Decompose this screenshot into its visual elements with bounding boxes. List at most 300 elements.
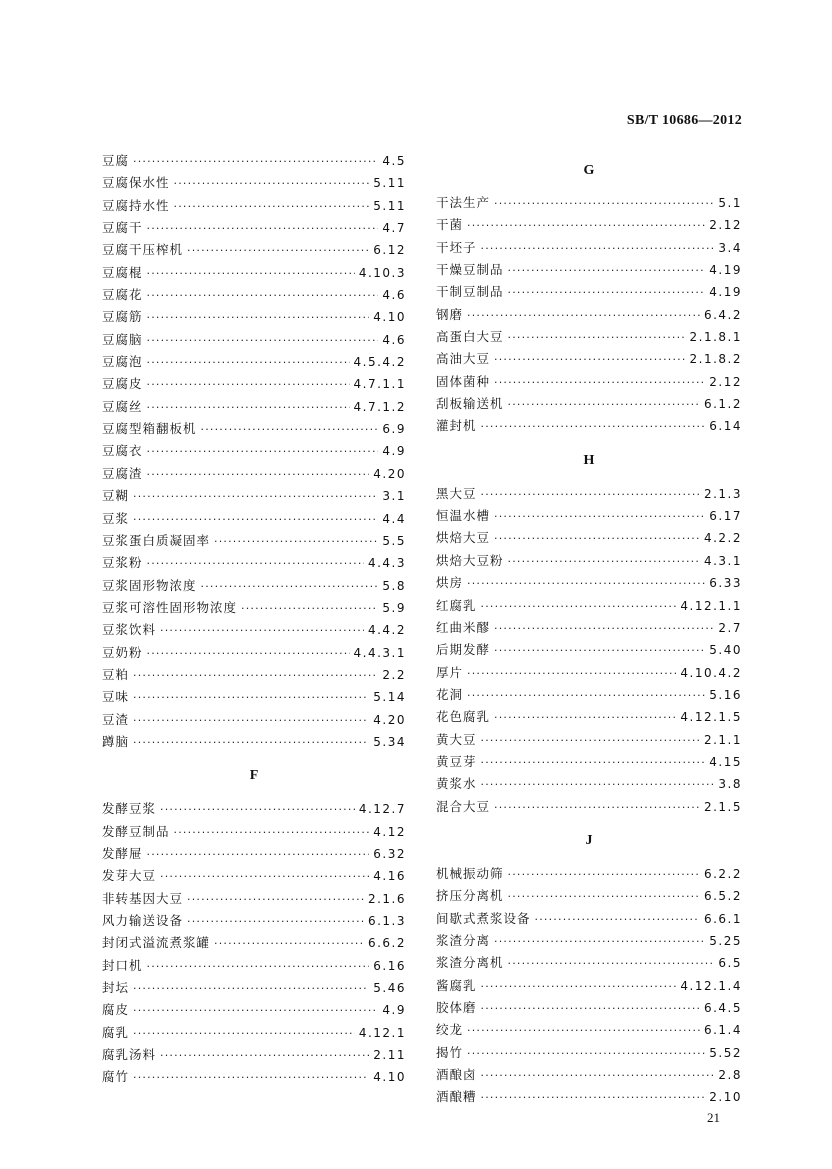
index-term: 豆腐渣 <box>102 465 143 481</box>
index-reference: 5.11 <box>373 176 406 191</box>
index-reference: 6.5.2 <box>703 889 742 904</box>
section-heading-h: H <box>583 452 595 468</box>
index-term: 高油大豆 <box>436 351 491 367</box>
index-reference: 4.12.1.5 <box>680 710 742 725</box>
index-reference: 4.7 <box>382 221 406 236</box>
index-entry <box>102 686 406 708</box>
index-reference: 2.11 <box>373 1048 406 1063</box>
index-reference: 2.1.1 <box>703 732 742 747</box>
index-term: 豆腐棍 <box>102 264 143 280</box>
index-term: 干菌 <box>436 217 464 233</box>
dot-leader <box>467 1020 700 1041</box>
index-entry <box>436 729 742 751</box>
index-term: 豆浆固形物浓度 <box>102 577 197 593</box>
index-reference: 6.5 <box>718 956 742 971</box>
index-entry <box>102 709 406 731</box>
dot-leader <box>187 889 364 910</box>
index-term: 豆浆蛋白质凝固率 <box>102 532 211 548</box>
index-reference: 6.1.3 <box>367 914 406 928</box>
index-term: 豆腐皮 <box>102 376 143 392</box>
index-reference: 4.5.4.2 <box>353 355 406 370</box>
dot-leader <box>147 307 370 328</box>
index-term: 红腐乳 <box>436 597 477 613</box>
dot-leader <box>481 998 700 1019</box>
index-list-d <box>102 150 406 753</box>
section-heading-f: F <box>249 768 259 784</box>
index-reference: 5.8 <box>382 578 406 593</box>
index-term: 豆腐筋 <box>102 309 143 325</box>
index-entry <box>436 773 742 795</box>
dot-leader <box>147 218 379 239</box>
index-entry <box>102 485 406 507</box>
index-term: 干坯子 <box>436 239 477 255</box>
index-term: 腐乳 <box>102 1024 130 1040</box>
index-reference: 4.10 <box>373 1070 406 1085</box>
index-reference: 4.10.4.2 <box>680 665 742 680</box>
index-term: 豆粕 <box>102 666 130 682</box>
index-entry <box>436 908 742 930</box>
index-term: 蹲脑 <box>102 733 130 749</box>
index-term: 豆腐干 <box>102 220 143 236</box>
index-entry <box>102 329 406 351</box>
index-entry <box>102 619 406 641</box>
dot-leader <box>481 976 677 997</box>
dot-leader <box>133 486 378 507</box>
index-term: 封坛 <box>102 980 130 996</box>
index-reference: 5.52 <box>709 1045 742 1060</box>
index-term: 豆浆可溶性固形物浓度 <box>102 599 238 615</box>
index-term: 干制豆制品 <box>436 284 504 300</box>
index-entry <box>436 304 742 326</box>
index-entry <box>436 952 742 974</box>
index-reference: 6.32 <box>373 846 406 861</box>
index-reference: 5.14 <box>373 690 406 705</box>
index-entry <box>102 932 406 954</box>
dot-leader <box>494 349 686 370</box>
index-entry <box>102 843 406 865</box>
dot-leader <box>133 151 378 172</box>
index-reference: 4.3.1 <box>703 553 742 568</box>
index-entry <box>102 150 406 172</box>
index-entry <box>436 706 742 728</box>
index-term: 腐乳汤料 <box>102 1047 157 1063</box>
index-term: 腐竹 <box>102 1069 130 1085</box>
index-reference: 5.46 <box>373 981 406 996</box>
index-entry <box>102 910 406 932</box>
dot-leader <box>133 1000 378 1021</box>
index-term: 发芽大豆 <box>102 868 157 884</box>
index-reference: 5.1 <box>718 196 742 210</box>
index-entry <box>102 530 406 552</box>
index-entry <box>102 373 406 395</box>
index-entry <box>436 617 742 639</box>
dot-leader <box>481 416 706 437</box>
index-term: 豆腐泡 <box>102 354 143 370</box>
index-term: 绞龙 <box>436 1022 464 1038</box>
index-reference: 4.7.1.1 <box>353 377 406 392</box>
dot-leader <box>133 710 369 731</box>
index-reference: 6.14 <box>709 419 742 434</box>
dot-leader <box>467 1043 705 1064</box>
dot-leader <box>147 263 355 284</box>
dot-leader <box>160 620 364 641</box>
index-entry <box>102 798 406 820</box>
index-entry <box>102 888 406 910</box>
index-term: 厚片 <box>436 664 464 680</box>
index-entry <box>436 796 742 818</box>
index-reference: 4.4.3.1 <box>353 645 406 660</box>
dot-leader <box>133 1067 369 1088</box>
index-reference: 4.5 <box>382 154 406 168</box>
index-term: 豆腐脑 <box>102 331 143 347</box>
index-entry <box>102 284 406 306</box>
index-reference: 6.1.2 <box>703 397 742 412</box>
dot-leader <box>508 282 706 303</box>
dot-leader <box>214 531 378 552</box>
dot-leader <box>481 484 700 505</box>
index-entry <box>436 885 742 907</box>
index-term: 高蛋白大豆 <box>436 329 504 345</box>
index-term: 豆味 <box>102 689 130 705</box>
index-reference: 4.12 <box>373 824 406 839</box>
index-reference: 4.12.1.4 <box>680 978 742 993</box>
index-entry <box>436 371 742 393</box>
index-reference: 4.4.3 <box>367 556 406 571</box>
index-reference: 4.10 <box>373 310 406 325</box>
index-term: 浆渣分离机 <box>436 955 504 971</box>
index-entry <box>102 642 406 664</box>
index-term: 红曲米醪 <box>436 619 491 635</box>
index-entry <box>436 975 742 997</box>
index-entry <box>436 595 742 617</box>
dot-leader <box>147 374 350 395</box>
index-entry <box>102 955 406 977</box>
index-reference: 2.10 <box>709 1090 742 1105</box>
index-reference: 2.1.3 <box>703 486 742 501</box>
index-term: 封闭式溢流煮浆罐 <box>102 935 211 951</box>
index-entry <box>102 440 406 462</box>
index-term: 风力输送设备 <box>102 913 184 928</box>
index-reference: 2.1.8.2 <box>689 352 742 367</box>
dot-leader <box>160 1045 369 1066</box>
index-term: 花色腐乳 <box>436 709 491 725</box>
index-term: 豆糊 <box>102 488 130 504</box>
dot-leader <box>508 953 715 974</box>
index-reference: 3.4 <box>718 240 742 255</box>
index-entry <box>102 217 406 239</box>
index-entry <box>102 351 406 373</box>
index-reference: 5.40 <box>709 643 742 658</box>
index-reference: 3.8 <box>718 777 742 792</box>
index-reference: 4.20 <box>373 466 406 481</box>
index-entry <box>436 259 742 281</box>
dot-leader <box>160 799 355 820</box>
index-reference: 4.15 <box>709 754 742 769</box>
index-term: 机械振动筛 <box>436 865 504 881</box>
dot-leader <box>147 441 379 462</box>
index-entry <box>436 393 742 415</box>
index-term: 发酵豆浆 <box>102 801 157 817</box>
index-term: 豆腐衣 <box>102 443 143 459</box>
dot-leader <box>481 596 677 617</box>
index-entry <box>102 463 406 485</box>
index-entry <box>436 505 742 527</box>
index-column-right <box>436 150 742 1109</box>
index-entry <box>436 639 742 661</box>
index-term: 黄大豆 <box>436 731 477 747</box>
page-number: 21 <box>707 1110 720 1125</box>
index-entry <box>102 1022 406 1044</box>
index-entry <box>436 662 742 684</box>
index-term: 挤压分离机 <box>436 888 504 904</box>
index-term: 腐皮 <box>102 1002 130 1018</box>
index-entry <box>102 999 406 1021</box>
dot-leader <box>481 238 715 259</box>
index-term: 混合大豆 <box>436 798 491 814</box>
index-reference: 4.6 <box>382 288 406 303</box>
index-entry <box>102 239 406 261</box>
dot-leader <box>133 509 378 530</box>
index-reference: 6.1.4 <box>703 1023 742 1038</box>
index-reference: 6.6.1 <box>703 911 742 926</box>
index-term: 钢磨 <box>436 306 464 322</box>
index-term: 花洞 <box>436 686 464 702</box>
dot-leader <box>133 1023 355 1044</box>
index-entry <box>102 575 406 597</box>
index-term: 豆奶粉 <box>102 644 143 660</box>
index-term: 胶体磨 <box>436 1000 477 1015</box>
dot-leader <box>467 663 676 684</box>
dot-leader <box>508 260 706 281</box>
dot-leader <box>187 911 364 932</box>
index-entry <box>436 550 742 572</box>
index-term: 酱腐乳 <box>436 977 477 993</box>
index-term: 干燥豆制品 <box>436 262 504 278</box>
dot-leader <box>494 618 714 639</box>
index-entry <box>102 597 406 619</box>
index-term: 浆渣分离 <box>436 932 491 948</box>
index-entry <box>102 552 406 574</box>
index-term: 刮板输送机 <box>436 396 504 412</box>
index-term: 发酵豆制品 <box>102 823 170 839</box>
index-reference: 4.9 <box>382 1003 406 1018</box>
dot-leader <box>174 822 370 843</box>
dot-leader <box>508 864 700 885</box>
index-term: 豆腐型箱翻板机 <box>102 421 197 437</box>
dot-leader <box>535 909 700 930</box>
index-reference: 6.2.2 <box>703 866 742 881</box>
index-term: 豆渣 <box>102 711 130 727</box>
dot-leader <box>133 978 369 999</box>
index-entry <box>102 195 406 217</box>
index-list-h <box>436 483 742 818</box>
index-entry <box>436 281 742 303</box>
index-entry <box>436 572 742 594</box>
index-term: 豆腐 <box>102 153 130 168</box>
index-term: 灌封机 <box>436 418 477 434</box>
dot-leader <box>201 419 379 440</box>
index-reference: 4.7.1.2 <box>353 399 406 414</box>
index-term: 非转基因大豆 <box>102 890 184 906</box>
dot-leader <box>481 752 706 773</box>
index-reference: 5.16 <box>709 687 742 702</box>
index-reference: 4.9 <box>382 444 406 459</box>
dot-leader <box>147 464 370 485</box>
index-reference: 5.5 <box>382 533 406 548</box>
index-entry <box>436 237 742 259</box>
index-entry <box>436 863 742 885</box>
dot-leader <box>147 643 350 664</box>
index-term: 黑大豆 <box>436 485 477 501</box>
index-reference: 6.4.2 <box>703 307 742 322</box>
index-term: 豆腐花 <box>102 287 143 303</box>
index-reference: 4.4.2 <box>367 623 406 638</box>
dot-leader <box>214 933 364 954</box>
index-entry <box>102 306 406 328</box>
index-entry <box>436 1086 742 1108</box>
index-term: 豆腐丝 <box>102 398 143 414</box>
dot-leader <box>467 685 705 706</box>
dot-leader <box>481 774 715 795</box>
index-entry <box>102 508 406 530</box>
index-entry <box>436 214 742 236</box>
index-entry <box>102 977 406 999</box>
index-reference: 5.34 <box>373 734 406 749</box>
index-term: 豆浆饮料 <box>102 622 157 638</box>
index-reference: 4.19 <box>709 263 742 278</box>
index-reference: 2.8 <box>718 1068 742 1083</box>
dot-leader <box>508 394 700 415</box>
index-entry <box>102 865 406 887</box>
dot-leader <box>133 732 369 753</box>
index-entry <box>436 326 742 348</box>
index-reference: 6.16 <box>373 958 406 973</box>
index-entry <box>102 262 406 284</box>
index-column-left <box>102 150 406 1089</box>
index-entry <box>102 1044 406 1066</box>
dot-leader <box>187 240 369 261</box>
index-entry <box>436 348 742 370</box>
index-term: 豆腐干压榨机 <box>102 242 184 258</box>
index-list-g <box>436 192 742 438</box>
dot-leader <box>174 173 370 194</box>
index-reference: 2.1.5 <box>703 799 742 814</box>
dot-leader <box>494 372 705 393</box>
index-term: 干法生产 <box>436 195 491 210</box>
dot-leader <box>467 573 705 594</box>
index-term: 揭竹 <box>436 1044 464 1060</box>
index-entry <box>436 930 742 952</box>
index-term: 烘房 <box>436 575 464 591</box>
dot-leader <box>160 866 369 887</box>
dot-leader <box>494 931 705 952</box>
index-term: 封口机 <box>102 957 143 973</box>
dot-leader <box>481 1065 715 1086</box>
dot-leader <box>508 886 700 907</box>
dot-leader <box>147 553 364 574</box>
index-entry <box>436 527 742 549</box>
index-term: 豆腐保水性 <box>102 175 170 191</box>
index-entry <box>102 396 406 418</box>
dot-leader <box>467 215 705 236</box>
index-entry <box>102 172 406 194</box>
dot-leader <box>133 665 378 686</box>
dot-leader <box>147 352 350 373</box>
index-term: 酒酿卤 <box>436 1067 477 1083</box>
dot-leader <box>174 196 370 217</box>
dot-leader <box>494 707 676 728</box>
index-entry <box>436 483 742 505</box>
index-reference: 5.25 <box>709 933 742 948</box>
index-reference: 5.11 <box>373 198 406 213</box>
dot-leader <box>508 551 700 572</box>
index-reference: 4.2.2 <box>703 531 742 546</box>
index-term: 发酵屉 <box>102 845 143 861</box>
index-reference: 4.10.3 <box>358 265 406 280</box>
index-entry <box>102 664 406 686</box>
section-heading-g: G <box>583 163 595 178</box>
index-entry <box>436 751 742 773</box>
index-reference: 4.16 <box>373 869 406 884</box>
index-reference: 4.6 <box>382 332 406 347</box>
index-reference: 6.33 <box>709 576 742 591</box>
index-term: 酒酿糟 <box>436 1089 477 1105</box>
index-term: 间歇式煮浆设备 <box>436 910 531 926</box>
dot-leader <box>467 305 700 326</box>
index-reference: 4.12.7 <box>358 802 406 817</box>
index-entry <box>436 415 742 437</box>
index-term: 黄浆水 <box>436 776 477 792</box>
index-entry <box>102 1066 406 1088</box>
index-reference: 4.4 <box>382 511 406 526</box>
index-reference: 6.4.5 <box>703 1001 742 1015</box>
dot-leader <box>147 330 379 351</box>
index-entry <box>436 1019 742 1041</box>
index-term: 后期发酵 <box>436 642 491 658</box>
index-reference: 4.20 <box>373 712 406 727</box>
index-entry <box>436 1064 742 1086</box>
standard-code: SB/T 10686—2012 <box>626 113 742 128</box>
dot-leader <box>494 797 700 818</box>
index-reference: 2.1.6 <box>367 891 406 906</box>
dot-leader <box>147 285 379 306</box>
index-reference: 6.17 <box>709 509 742 524</box>
index-entry <box>436 997 742 1019</box>
index-reference: 4.12.1.1 <box>680 598 742 613</box>
dot-leader <box>241 598 378 619</box>
dot-leader <box>133 687 369 708</box>
index-reference: 6.6.2 <box>367 936 406 951</box>
index-term: 黄豆芽 <box>436 753 477 769</box>
index-reference: 2.12 <box>709 218 742 233</box>
dot-leader <box>508 327 686 348</box>
index-reference: 6.12 <box>373 243 406 258</box>
dot-leader <box>147 844 370 865</box>
index-reference: 2.7 <box>718 620 742 635</box>
index-list-j <box>436 863 742 1109</box>
index-entry <box>436 1042 742 1064</box>
index-reference: 5.9 <box>382 600 406 615</box>
index-term: 烘焙大豆粉 <box>436 552 504 568</box>
index-reference: 2.1.8.1 <box>689 330 742 345</box>
dot-leader <box>147 397 350 418</box>
index-entry <box>102 731 406 753</box>
index-reference: 2.2 <box>382 667 406 682</box>
index-entry <box>436 192 742 214</box>
section-heading-j: J <box>585 832 593 848</box>
dot-leader <box>494 506 705 527</box>
index-term: 恒温水槽 <box>436 508 491 524</box>
